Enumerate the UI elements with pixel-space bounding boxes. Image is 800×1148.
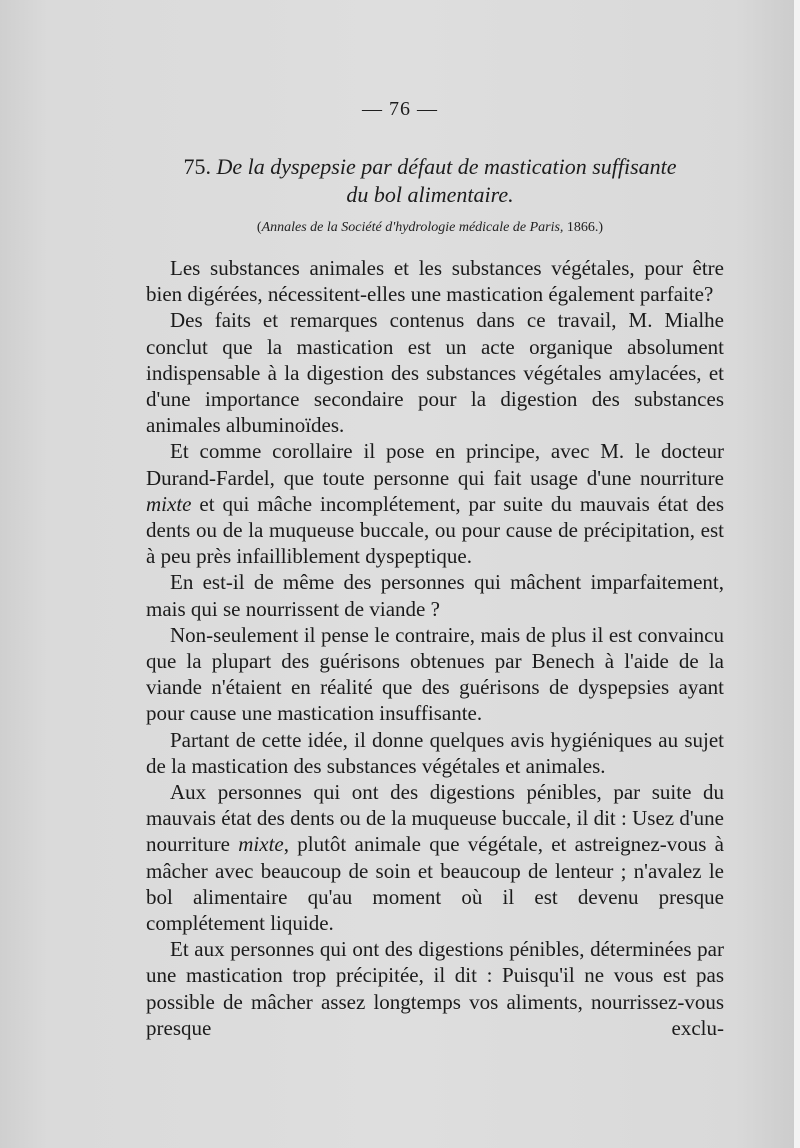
paragraph-3-text: Et comme corollaire il pose en principe, avec M. le docteur Durand-Fardel, que toute personne qui fait usage d'une nourriture: [146, 439, 724, 490]
paragraph-1: [146, 255, 724, 307]
section-heading-line-1: [140, 154, 720, 180]
paragraph-4: [146, 569, 724, 621]
source-journal: Annales de la Société d'hydrologie médicale de Paris,: [261, 220, 564, 235]
source-open-paren: (: [256, 220, 262, 235]
paragraph-3-italic: mixte: [146, 491, 192, 516]
source-year: 1866.): [563, 220, 604, 235]
section-number: 75.: [183, 154, 211, 179]
paragraph-4-text: En est-il de même des personnes qui mâchent imparfaitement, mais qui se nourrissent de viande ?: [146, 570, 724, 621]
paragraph-7-text: Aux personnes qui ont des digestions pénibles, par suite du mauvais état des dents ou de la muqueuse buccale, il dit : Usez d'une nourriture: [146, 780, 724, 857]
paragraph-5: [146, 622, 724, 727]
section-title-part-2: du bol alimentaire.: [346, 182, 514, 207]
paragraph-2-text: Des faits et remarques contenus dans ce travail, M. Mialhe conclut que la mastication est un acte organique absolument indispensable à la digestion des substances végétales amylacées, et d'une importance secondaire pour la digestion des substances animales albuminoïdes.: [146, 308, 724, 438]
paragraph-2: [146, 307, 724, 438]
page-number: — 76 —: [362, 98, 438, 120]
paragraph-5-text: Non-seulement il pense le contraire, mais de plus il est convaincu que la plupart des guérisons obtenues par Benech à l'aide de la viande n'étaient en réalité que des guérisons de dyspepsies ayant pour cause une mastication insuffisante.: [146, 622, 724, 726]
body-text: [146, 255, 724, 1041]
paragraph-7: [146, 779, 724, 936]
paragraph-3-text-after: et qui mâche incomplétement, par suite du mauvais état des dents ou de la muqueuse buccale, ou pour cause de précipitation, est à peu près infailliblement dyspeptique.: [146, 491, 724, 569]
paragraph-8: [146, 936, 724, 1041]
paragraph-7-italic: mixte: [238, 832, 284, 857]
paragraph-8-text: Et aux personnes qui ont des digestions pénibles, déterminées par une mastication trop précipitée, il dit : Puisqu'il ne vous est pas possible de mâcher assez longtemps vos aliments, nourrissez-vous presque exclu-: [146, 937, 724, 1040]
section-heading-line-2: [140, 182, 720, 208]
source-citation: [140, 220, 720, 236]
paragraph-1-text: Les substances animales et les substances végétales, pour être bien digérées, nécessitent-elles une mastication également parfaite?: [146, 256, 724, 307]
paragraph-3: [146, 438, 724, 569]
paragraph-7-text-after: , plutôt animale que végétale, et astreignez-vous à mâcher avec beaucoup de soin et beaucoup de lenteur ; n'avalez le bol alimentaire qu'au moment où il est devenu presque complétement liquide.: [146, 832, 724, 936]
section-title-part-1: De la dyspepsie par défaut de mastication suffisante: [216, 154, 677, 179]
paragraph-6: [146, 727, 724, 779]
paragraph-6-text: Partant de cette idée, il donne quelques avis hygiéniques au sujet de la mastication des substances végétales et animales.: [146, 727, 724, 778]
